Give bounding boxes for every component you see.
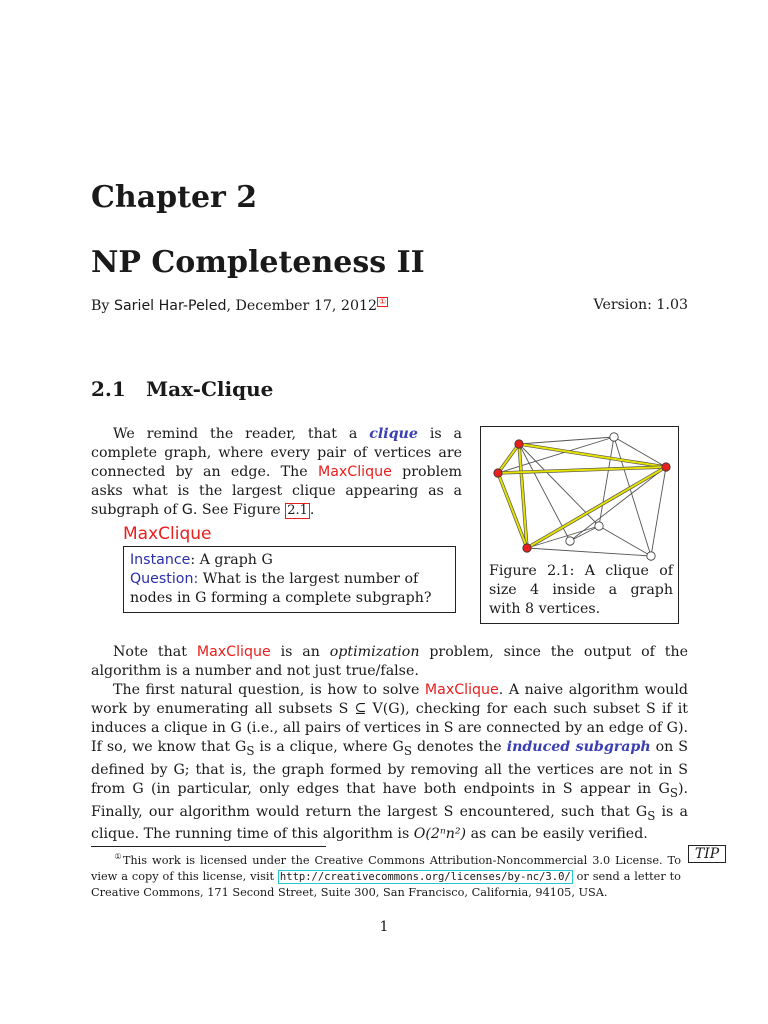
graph-vertex <box>566 537 574 545</box>
license-link[interactable]: http://creativecommons.org/licenses/by-nc/3.0/ <box>279 870 571 883</box>
footnote-link[interactable]: ① <box>379 297 387 306</box>
by-label: By <box>91 298 110 314</box>
clique-vertex <box>662 463 670 471</box>
clique-edge <box>519 444 666 467</box>
question-text: What is the largest number of nodes in G forming a complete subgraph? <box>130 571 432 606</box>
clique-vertex <box>523 544 531 552</box>
graph-vertex <box>610 433 618 441</box>
section-title: Max-Clique <box>146 377 274 401</box>
date: , December 17, 2012 <box>226 298 378 314</box>
body-paragraphs: Note that MaxClique is an optimization problem, since the output of the algorithm is a number and not just true/false. The first natural question, is how to solve MaxClique. A naive algorithm would work by enumerating all subsets S ⊆ V(G), checking for each such subset S if it induces a clique in G (i.e., all pairs of vertices in S are connected by an edge of G). If so, we know that $G_S$ is a clique, where $G_S$ denotes the induced subgraph on S defined by G; that is, the graph formed by removing all the vertices are not in S from G (in particular, only edges that have both endpoints in S appear in $G_S$). Finally, our algorithm would return the largest S encountered, such that $G_S$ is a clique. The running time of this algorithm is O(2ⁿn²) as can be easily verified. <box>91 644 689 843</box>
graph-edge <box>519 437 614 444</box>
graph-edge <box>527 548 651 556</box>
maxclique-term: MaxClique <box>317 464 392 480</box>
section-heading <box>91 377 273 401</box>
graph-edge <box>570 467 666 541</box>
instance-label: Instance <box>130 552 191 568</box>
chapter-label: Chapter 2 <box>91 180 258 215</box>
problem-heading: MaxClique <box>123 524 212 544</box>
figure-caption: Figure 2.1: A clique of size 4 inside a graph with 8 vertices. <box>489 563 673 617</box>
graph-vertex <box>647 552 655 560</box>
question-label: Question: <box>130 571 199 587</box>
maxclique-term: MaxClique <box>196 644 271 660</box>
intro-paragraph: We remind the reader, that a clique is a complete graph, where every pair of vertices are connected by an edge. The MaxClique problem asks what is the largest clique appearing as a subgraph of G. See Figure 2.1 . <box>91 426 463 518</box>
maxclique-term: MaxClique <box>424 682 499 698</box>
version: Version: 1.03 <box>593 297 688 313</box>
tip-badge[interactable]: TIP <box>688 845 726 863</box>
clique-edge <box>498 444 519 473</box>
section-number: 2.1 <box>91 377 126 401</box>
footnote-rule <box>91 846 326 847</box>
problem-box <box>123 546 456 613</box>
footnote: ①This work is licensed under the Creative Commons Attribution-Noncommercial 3.0 License. To view a copy of this license, visit http://creativecommons.org/licenses/by-nc/3.0/ or send a letter to Creative Commons, 171 Second Street, Suite 300, San Francisco, California, 94105, USA. <box>91 852 681 899</box>
clique-vertex <box>515 440 523 448</box>
chapter-title: NP Completeness II <box>91 245 425 280</box>
clique-edges <box>498 444 666 548</box>
byline <box>91 297 688 314</box>
graph-vertex <box>595 522 603 530</box>
instance-text: : A graph G <box>190 552 273 568</box>
clique-term: clique <box>369 426 418 442</box>
induced-subgraph-term: induced subgraph <box>506 739 651 755</box>
clique-edge <box>498 467 666 473</box>
author-name: Sariel Har-Peled <box>113 298 227 314</box>
figure-ref-link[interactable]: 2.1 <box>287 503 308 518</box>
graph-edge <box>527 526 599 548</box>
clique-vertex <box>494 469 502 477</box>
page-number: 1 <box>379 919 389 935</box>
graph-edge <box>651 467 666 556</box>
